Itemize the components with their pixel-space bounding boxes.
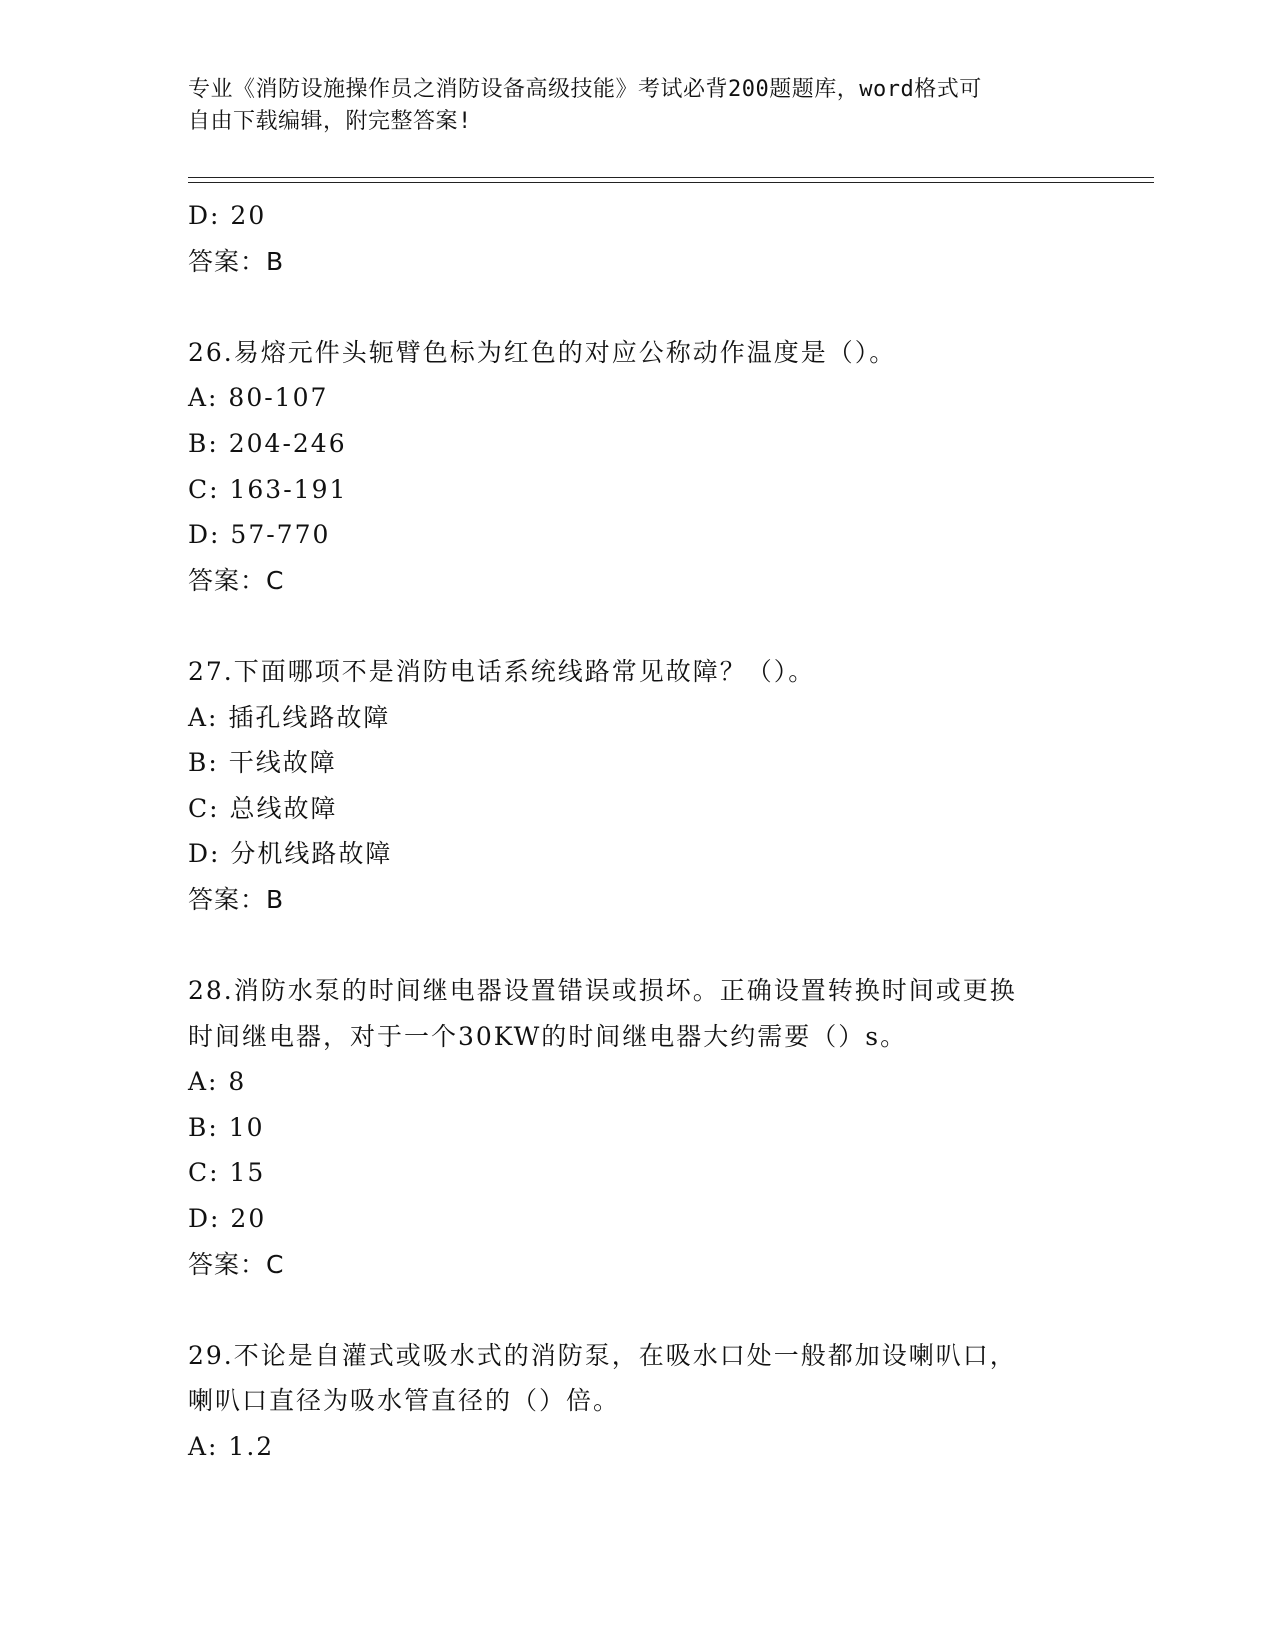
- question-block-27: [188, 649, 1088, 923]
- option-c: C: 15: [188, 1158, 266, 1188]
- header-divider-top: [188, 177, 1154, 178]
- question-stem-line-1: 28.消防水泵的时间继电器设置错误或损坏。正确设置转换时间或更换: [188, 976, 1017, 1006]
- option-a: A: 插孔线路故障: [188, 702, 391, 732]
- previous-answer: 答案：B: [188, 246, 285, 276]
- option-a: A: 1.2: [188, 1432, 275, 1462]
- question-block-26: [188, 330, 1088, 604]
- spacer: [188, 284, 1088, 330]
- question-content: [188, 193, 1088, 1470]
- spacer: [188, 1287, 1088, 1333]
- answer-line: 答案：C: [188, 1249, 285, 1279]
- question-stem: 27.下面哪项不是消防电话系统线路常见故障？（）。: [188, 656, 816, 686]
- option-b: B: 10: [188, 1112, 265, 1142]
- document-header: [188, 74, 1088, 138]
- previous-option-d: D: 20: [188, 201, 267, 230]
- question-stem-line-1: 29.不论是自灌式或吸水式的消防泵，在吸水口处一般都加设喇叭口，: [188, 1340, 1017, 1370]
- answer-line: 答案：C: [188, 565, 285, 595]
- header-line-2: 自由下载编辑，附完整答案!: [188, 109, 472, 134]
- option-d: D: 20: [188, 1204, 267, 1234]
- question-stem: 26.易熔元件头轭臂色标为红色的对应公称动作温度是（）。: [188, 337, 897, 367]
- option-a: A: 80-107: [188, 383, 329, 413]
- question-stem-line-2: 喇叭口直径为吸水管直径的（）倍。: [188, 1386, 621, 1416]
- header-divider-bottom: [188, 182, 1154, 183]
- question-block-29: [188, 1333, 1088, 1470]
- question-block-28: [188, 968, 1088, 1287]
- option-c: C: 163-191: [188, 474, 348, 504]
- option-a: A: 8: [188, 1067, 247, 1097]
- question-stem-line-2: 时间继电器，对于一个30KW的时间继电器大约需要（）s。: [188, 1021, 908, 1051]
- option-d: D: 分机线路故障: [188, 839, 393, 869]
- answer-line: 答案：B: [188, 884, 285, 914]
- option-b: B: 204-246: [188, 428, 347, 458]
- option-b: B: 干线故障: [188, 748, 337, 778]
- option-c: C: 总线故障: [188, 793, 338, 823]
- spacer: [188, 923, 1088, 969]
- header-line-1: 专业《消防设施操作员之消防设备高级技能》考试必背200题题库，word格式可: [188, 77, 982, 102]
- spacer: [188, 603, 1088, 649]
- option-d: D: 57-770: [188, 520, 331, 550]
